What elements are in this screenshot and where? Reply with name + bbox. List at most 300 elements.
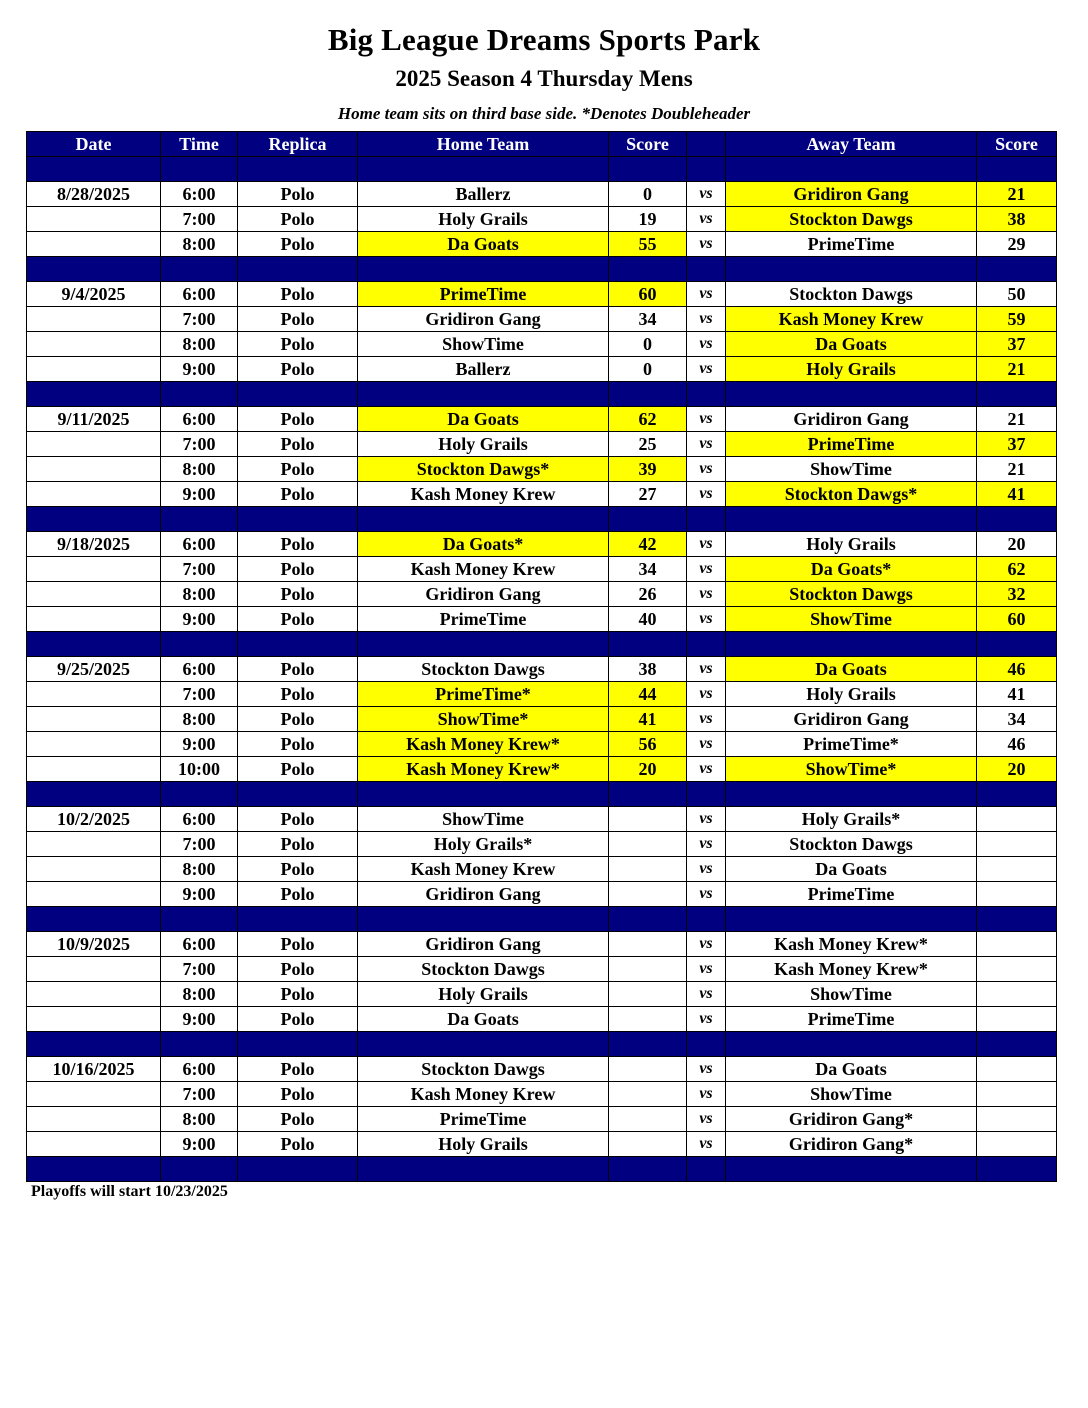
game-replica: Polo (238, 932, 358, 957)
away-team: ShowTime (726, 1082, 977, 1107)
separator-cell (687, 1157, 726, 1182)
game-date (27, 607, 161, 632)
game-time: 7:00 (161, 832, 238, 857)
game-replica: Polo (238, 357, 358, 382)
schedule-body (27, 157, 1057, 1182)
away-score (977, 1107, 1057, 1132)
game-row (27, 1057, 1057, 1082)
game-replica: Polo (238, 407, 358, 432)
separator-cell (609, 507, 687, 532)
separator-cell (687, 907, 726, 932)
game-row (27, 1007, 1057, 1032)
away-team: Kash Money Krew* (726, 932, 977, 957)
separator-cell (977, 1157, 1057, 1182)
game-row (27, 482, 1057, 507)
home-score (609, 932, 687, 957)
home-score: 55 (609, 232, 687, 257)
game-row (27, 1082, 1057, 1107)
game-date (27, 207, 161, 232)
away-score (977, 932, 1057, 957)
home-team: Ballerz (358, 182, 609, 207)
away-team: ShowTime (726, 457, 977, 482)
game-time: 6:00 (161, 1057, 238, 1082)
separator-cell (27, 507, 161, 532)
game-date (27, 1082, 161, 1107)
game-row (27, 982, 1057, 1007)
game-time: 8:00 (161, 332, 238, 357)
separator-cell (609, 157, 687, 182)
game-date (27, 957, 161, 982)
separator-cell (726, 382, 977, 407)
game-row (27, 857, 1057, 882)
away-team: PrimeTime (726, 432, 977, 457)
game-time: 6:00 (161, 932, 238, 957)
separator-cell (161, 157, 238, 182)
header-home-score: Score (609, 132, 687, 157)
away-team: Da Goats (726, 332, 977, 357)
header-date: Date (27, 132, 161, 157)
away-team: Gridiron Gang (726, 407, 977, 432)
home-team: Gridiron Gang (358, 932, 609, 957)
separator-cell (238, 1032, 358, 1057)
week-separator-row (27, 1032, 1057, 1057)
vs-label: vs (687, 332, 726, 357)
game-replica: Polo (238, 957, 358, 982)
separator-cell (977, 907, 1057, 932)
separator-cell (687, 257, 726, 282)
game-date: 10/16/2025 (27, 1057, 161, 1082)
separator-cell (238, 507, 358, 532)
game-replica: Polo (238, 1082, 358, 1107)
table-header-row (27, 132, 1057, 157)
game-replica: Polo (238, 532, 358, 557)
separator-cell (161, 1157, 238, 1182)
home-score (609, 857, 687, 882)
home-score (609, 807, 687, 832)
game-row (27, 807, 1057, 832)
game-replica: Polo (238, 882, 358, 907)
home-score (609, 882, 687, 907)
away-score: 46 (977, 657, 1057, 682)
week-separator-row (27, 1157, 1057, 1182)
vs-label: vs (687, 482, 726, 507)
home-team: ShowTime (358, 807, 609, 832)
home-team: Gridiron Gang (358, 582, 609, 607)
vs-label: vs (687, 1082, 726, 1107)
game-row (27, 532, 1057, 557)
separator-cell (687, 382, 726, 407)
game-replica: Polo (238, 182, 358, 207)
vs-label: vs (687, 682, 726, 707)
game-date (27, 757, 161, 782)
home-team: PrimeTime* (358, 682, 609, 707)
away-score (977, 957, 1057, 982)
game-time: 7:00 (161, 1082, 238, 1107)
separator-cell (238, 782, 358, 807)
vs-label: vs (687, 432, 726, 457)
game-time: 9:00 (161, 1007, 238, 1032)
game-date (27, 1007, 161, 1032)
home-team: Da Goats* (358, 532, 609, 557)
home-score: 34 (609, 307, 687, 332)
away-team: Gridiron Gang (726, 182, 977, 207)
game-row (27, 332, 1057, 357)
game-time: 8:00 (161, 707, 238, 732)
separator-cell (161, 782, 238, 807)
game-date: 8/28/2025 (27, 182, 161, 207)
separator-cell (687, 632, 726, 657)
away-team: Kash Money Krew* (726, 957, 977, 982)
home-team: PrimeTime (358, 607, 609, 632)
home-team: Kash Money Krew* (358, 732, 609, 757)
separator-cell (358, 632, 609, 657)
separator-cell (726, 507, 977, 532)
home-score: 60 (609, 282, 687, 307)
separator-cell (977, 507, 1057, 532)
game-row (27, 357, 1057, 382)
home-team: Ballerz (358, 357, 609, 382)
separator-cell (726, 1157, 977, 1182)
away-team: Holy Grails (726, 357, 977, 382)
home-team: Holy Grails (358, 1132, 609, 1157)
home-team: Gridiron Gang (358, 307, 609, 332)
separator-cell (687, 1032, 726, 1057)
game-replica: Polo (238, 1132, 358, 1157)
away-team: Stockton Dawgs* (726, 482, 977, 507)
game-time: 6:00 (161, 657, 238, 682)
separator-cell (358, 507, 609, 532)
game-row (27, 282, 1057, 307)
game-replica: Polo (238, 1007, 358, 1032)
game-time: 7:00 (161, 432, 238, 457)
away-score: 38 (977, 207, 1057, 232)
home-score: 41 (609, 707, 687, 732)
header-replica: Replica (238, 132, 358, 157)
game-time: 8:00 (161, 232, 238, 257)
away-team: PrimeTime (726, 1007, 977, 1032)
away-score (977, 1082, 1057, 1107)
away-team: Gridiron Gang* (726, 1107, 977, 1132)
vs-label: vs (687, 307, 726, 332)
home-team: Holy Grails (358, 432, 609, 457)
schedule-note: Home team sits on third base side. *Denotes Doubleheader (337, 104, 751, 123)
game-replica: Polo (238, 207, 358, 232)
game-row (27, 182, 1057, 207)
vs-label: vs (687, 932, 726, 957)
vs-label: vs (687, 607, 726, 632)
game-time: 7:00 (161, 207, 238, 232)
separator-cell (161, 907, 238, 932)
away-team: Holy Grails (726, 532, 977, 557)
home-score: 44 (609, 682, 687, 707)
game-row (27, 1107, 1057, 1132)
home-score: 19 (609, 207, 687, 232)
home-score: 0 (609, 332, 687, 357)
away-score (977, 1057, 1057, 1082)
separator-cell (726, 632, 977, 657)
game-time: 8:00 (161, 982, 238, 1007)
home-team: PrimeTime (358, 282, 609, 307)
game-date (27, 432, 161, 457)
game-replica: Polo (238, 657, 358, 682)
home-team: Stockton Dawgs (358, 657, 609, 682)
separator-cell (238, 157, 358, 182)
away-score: 20 (977, 757, 1057, 782)
game-date (27, 982, 161, 1007)
vs-label: vs (687, 857, 726, 882)
separator-cell (977, 382, 1057, 407)
game-replica: Polo (238, 1057, 358, 1082)
home-team: Da Goats (358, 232, 609, 257)
away-score: 21 (977, 357, 1057, 382)
separator-cell (609, 257, 687, 282)
separator-cell (238, 257, 358, 282)
separator-cell (977, 157, 1057, 182)
separator-cell (27, 382, 161, 407)
separator-cell (977, 632, 1057, 657)
game-replica: Polo (238, 1107, 358, 1132)
vs-label: vs (687, 1057, 726, 1082)
game-date: 10/2/2025 (27, 807, 161, 832)
vs-label: vs (687, 357, 726, 382)
away-team: Stockton Dawgs (726, 582, 977, 607)
separator-cell (238, 632, 358, 657)
away-score: 46 (977, 732, 1057, 757)
separator-cell (161, 382, 238, 407)
separator-cell (609, 907, 687, 932)
away-team: PrimeTime (726, 882, 977, 907)
separator-cell (687, 782, 726, 807)
vs-label: vs (687, 707, 726, 732)
home-team: Kash Money Krew (358, 482, 609, 507)
separator-cell (27, 1032, 161, 1057)
separator-cell (27, 782, 161, 807)
away-score: 41 (977, 682, 1057, 707)
home-score: 0 (609, 182, 687, 207)
separator-cell (358, 157, 609, 182)
home-team: Holy Grails* (358, 832, 609, 857)
home-team: Kash Money Krew (358, 857, 609, 882)
home-team: Stockton Dawgs (358, 1057, 609, 1082)
vs-label: vs (687, 807, 726, 832)
game-replica: Polo (238, 857, 358, 882)
home-team: Holy Grails (358, 982, 609, 1007)
game-date: 9/25/2025 (27, 657, 161, 682)
game-date (27, 1107, 161, 1132)
vs-label: vs (687, 532, 726, 557)
home-team: Da Goats (358, 407, 609, 432)
separator-cell (161, 632, 238, 657)
game-replica: Polo (238, 307, 358, 332)
away-team: ShowTime (726, 607, 977, 632)
game-row (27, 932, 1057, 957)
home-score: 20 (609, 757, 687, 782)
home-score: 34 (609, 557, 687, 582)
away-score: 21 (977, 182, 1057, 207)
away-team: PrimeTime (726, 232, 977, 257)
away-team: Gridiron Gang* (726, 1132, 977, 1157)
vs-label: vs (687, 457, 726, 482)
separator-cell (726, 157, 977, 182)
separator-cell (238, 1157, 358, 1182)
home-score (609, 982, 687, 1007)
game-date: 9/11/2025 (27, 407, 161, 432)
game-replica: Polo (238, 832, 358, 857)
game-time: 7:00 (161, 682, 238, 707)
week-separator-row (27, 157, 1057, 182)
separator-cell (687, 157, 726, 182)
game-row (27, 682, 1057, 707)
week-separator-row (27, 632, 1057, 657)
away-score: 21 (977, 457, 1057, 482)
game-row (27, 957, 1057, 982)
game-date (27, 332, 161, 357)
away-score: 32 (977, 582, 1057, 607)
separator-cell (977, 782, 1057, 807)
header-vs (687, 132, 726, 157)
away-team: Da Goats (726, 657, 977, 682)
game-date (27, 357, 161, 382)
away-score: 62 (977, 557, 1057, 582)
game-replica: Polo (238, 607, 358, 632)
separator-cell (27, 257, 161, 282)
game-time: 9:00 (161, 732, 238, 757)
game-row (27, 557, 1057, 582)
separator-cell (358, 1157, 609, 1182)
game-replica: Polo (238, 682, 358, 707)
home-team: Stockton Dawgs* (358, 457, 609, 482)
header-time: Time (161, 132, 238, 157)
away-score: 60 (977, 607, 1057, 632)
game-date (27, 1132, 161, 1157)
separator-cell (161, 507, 238, 532)
home-team: Kash Money Krew (358, 1082, 609, 1107)
game-replica: Polo (238, 732, 358, 757)
game-time: 7:00 (161, 957, 238, 982)
home-team: Kash Money Krew (358, 557, 609, 582)
home-team: Holy Grails (358, 207, 609, 232)
away-score (977, 857, 1057, 882)
game-replica: Polo (238, 582, 358, 607)
game-replica: Polo (238, 707, 358, 732)
separator-cell (161, 1032, 238, 1057)
home-team: Stockton Dawgs (358, 957, 609, 982)
separator-cell (358, 257, 609, 282)
separator-cell (609, 382, 687, 407)
game-date: 10/9/2025 (27, 932, 161, 957)
separator-cell (358, 1032, 609, 1057)
week-separator-row (27, 382, 1057, 407)
game-replica: Polo (238, 432, 358, 457)
game-time: 9:00 (161, 482, 238, 507)
vs-label: vs (687, 882, 726, 907)
separator-cell (609, 782, 687, 807)
game-replica: Polo (238, 807, 358, 832)
week-separator-row (27, 782, 1057, 807)
home-score: 26 (609, 582, 687, 607)
game-date (27, 557, 161, 582)
separator-cell (977, 1032, 1057, 1057)
game-time: 6:00 (161, 282, 238, 307)
game-time: 8:00 (161, 457, 238, 482)
away-score: 20 (977, 532, 1057, 557)
game-date (27, 582, 161, 607)
away-team: Da Goats (726, 857, 977, 882)
game-date: 9/18/2025 (27, 532, 161, 557)
vs-label: vs (687, 232, 726, 257)
game-time: 8:00 (161, 857, 238, 882)
game-date (27, 882, 161, 907)
game-time: 6:00 (161, 532, 238, 557)
away-score: 21 (977, 407, 1057, 432)
header-away-team: Away Team (726, 132, 977, 157)
game-date (27, 457, 161, 482)
separator-cell (238, 382, 358, 407)
game-row (27, 707, 1057, 732)
separator-cell (726, 782, 977, 807)
game-replica: Polo (238, 232, 358, 257)
separator-cell (687, 507, 726, 532)
game-time: 8:00 (161, 582, 238, 607)
separator-cell (358, 907, 609, 932)
away-team: Da Goats (726, 1057, 977, 1082)
vs-label: vs (687, 182, 726, 207)
game-time: 6:00 (161, 807, 238, 832)
game-time: 9:00 (161, 357, 238, 382)
home-team: Kash Money Krew* (358, 757, 609, 782)
game-replica: Polo (238, 557, 358, 582)
away-team: Holy Grails* (726, 807, 977, 832)
home-score: 42 (609, 532, 687, 557)
separator-cell (977, 257, 1057, 282)
away-score (977, 807, 1057, 832)
vs-label: vs (687, 582, 726, 607)
home-score: 62 (609, 407, 687, 432)
game-row (27, 732, 1057, 757)
vs-label: vs (687, 1007, 726, 1032)
away-team: Stockton Dawgs (726, 832, 977, 857)
home-score (609, 1132, 687, 1157)
schedule-table (26, 131, 1057, 1182)
vs-label: vs (687, 407, 726, 432)
home-score: 25 (609, 432, 687, 457)
away-score (977, 882, 1057, 907)
game-time: 6:00 (161, 407, 238, 432)
game-date: 9/4/2025 (27, 282, 161, 307)
home-team: Gridiron Gang (358, 882, 609, 907)
away-team: Stockton Dawgs (726, 282, 977, 307)
game-date (27, 682, 161, 707)
away-score (977, 982, 1057, 1007)
home-score (609, 1057, 687, 1082)
game-date (27, 732, 161, 757)
home-team: ShowTime* (358, 707, 609, 732)
away-score: 41 (977, 482, 1057, 507)
separator-cell (726, 1032, 977, 1057)
game-date (27, 232, 161, 257)
game-replica: Polo (238, 457, 358, 482)
game-time: 9:00 (161, 1132, 238, 1157)
separator-cell (609, 632, 687, 657)
game-time: 7:00 (161, 307, 238, 332)
separator-cell (609, 1032, 687, 1057)
game-date (27, 482, 161, 507)
away-score: 50 (977, 282, 1057, 307)
header-away-score: Score (977, 132, 1057, 157)
week-separator-row (27, 907, 1057, 932)
separator-cell (27, 907, 161, 932)
separator-cell (726, 257, 977, 282)
